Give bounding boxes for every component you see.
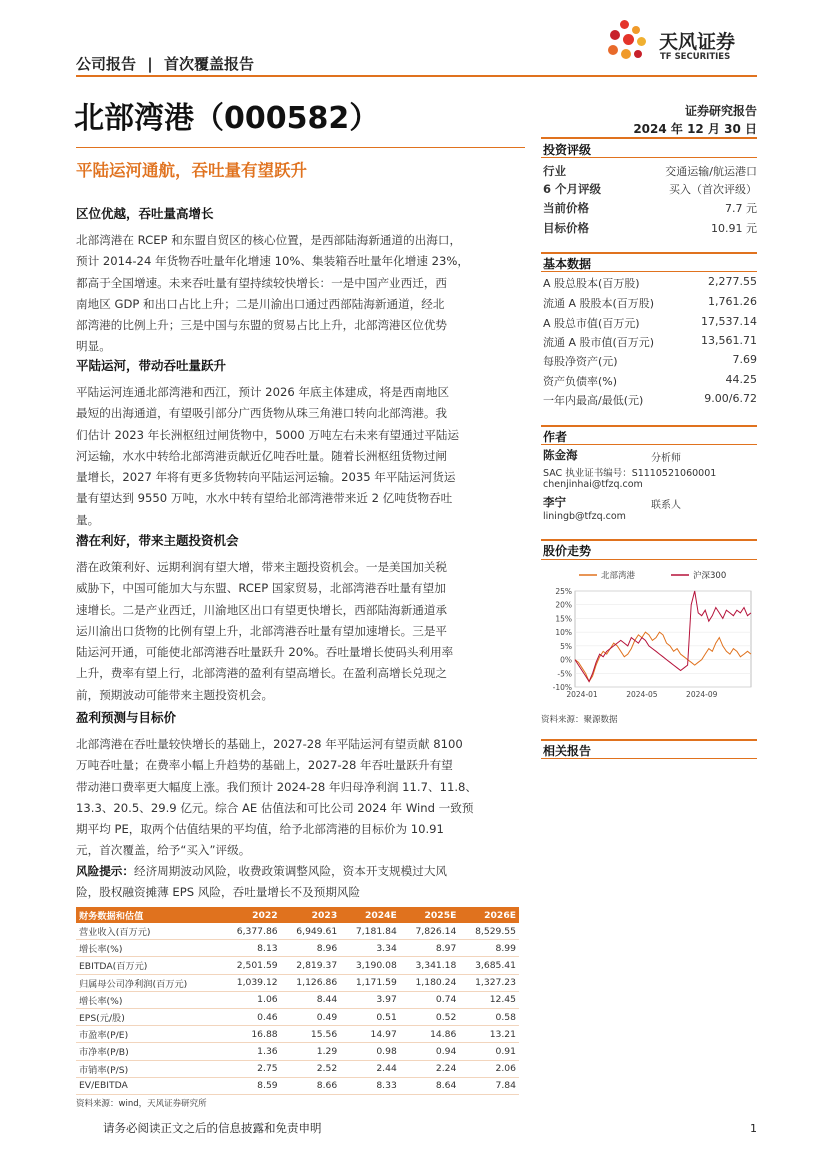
report-category [76,53,254,74]
table-cell: 0.51 [340,1008,400,1025]
risk-line: 险，股权融资摊薄 EPS 风险，吞吐量增长不及预期风险 [76,885,361,900]
company-title: 北部湾港（000582） [74,101,380,136]
table-cell: 3,685.41 [459,957,519,974]
y-tick-label: 5% [560,641,572,651]
table-header-row [76,907,519,923]
table-cell: 市盈率(P/E) [76,1026,221,1043]
table-cell: 0.52 [400,1008,460,1025]
table-cell: 8.33 [340,1077,400,1094]
table-cell: 0.58 [459,1008,519,1025]
table-row [76,1077,519,1094]
table-cell: 12.45 [459,991,519,1008]
report-date: 2024 年 12 月 30 日 [633,122,757,136]
financial-table [76,907,519,1095]
report-type: 证券研究报告 [684,104,757,118]
rating-value: 7.7 元 [725,202,757,215]
basic-label: 流通 A 股股本(百万股) [543,297,655,310]
table-cell: 8.97 [400,940,460,957]
author-email[interactable]: chenjinhai@tfzq.com [543,479,643,490]
text-line: 河运输，水水中转给北部湾港贡献近亿吨吞吐量。随着长洲枢纽货物过闸 [76,448,448,463]
table-cell: 市销率(P/S) [76,1060,221,1077]
y-tick-label: 10% [555,628,572,638]
text-line: 北部湾港在吞吐量较快增长的基础上，2027-28 年平陆运河有望贡献 8100 [76,737,463,751]
table-cell: EBITDA(百万元) [76,957,221,974]
table-cell: 7.84 [459,1077,519,1094]
text-line: 陆运河开通，可能使北部湾港吞吐量跃升 20%。吞吐量增长使码头利用率 [76,645,454,660]
text-line: 北部湾港在 RCEP 和东盟自贸区的核心位置，是西部陆海新通道的出海口， [76,233,462,247]
text-line: 最短的出海通道，有望吸引部分广西货物从珠三角港口转向北部湾港。我 [76,406,448,421]
text-line: 速增长。二是产业西迁，川渝地区出口有望更快增长，西部陆海新通道承 [76,602,448,617]
category-separator: | [147,55,153,73]
table-cell: EV/EBITDA [76,1077,221,1094]
text-line: 上升，费率有望上行，北部湾港的盈利有望高增长。在盈利高增长兑现之 [76,666,448,681]
tf-logo-icon [606,20,652,66]
table-cell: 14.86 [400,1026,460,1043]
table-row [76,1008,519,1025]
table-row [76,923,519,940]
rating-value: 买入（首次评级） [669,183,757,196]
basic-value: 13,561.71 [701,334,757,347]
table-cell: 1,126.86 [281,974,341,991]
rating-value: 交通运输/航运港口 [665,165,757,178]
author-cert: SAC 执业证书编号：S1110521060001 [543,468,717,479]
table-source: 资料来源：wind，天风证券研究所 [76,1099,207,1109]
text-line: 潜在政策利好、远期利润有望大增，带来主题投资机会。一是美国加关税 [76,560,448,574]
table-cell: 0.46 [221,1008,281,1025]
basic-value: 7.69 [732,353,757,366]
authors-subdivider [541,444,757,445]
table-cell: 13.21 [459,1026,519,1043]
y-tick-label: -5% [557,669,572,679]
text-line: 预计 2014-24 年货物吞吐量年化增速 10%、集装箱吞吐量年化增速 23%， [76,254,469,269]
rating-title: 投资评级 [543,143,592,157]
legend-label: 沪深300 [693,571,727,581]
table-cell: 3.34 [340,940,400,957]
text-line: 前，预期波动可能带来主题投资机会。 [76,687,274,702]
y-tick-label: 15% [555,614,572,624]
chart-divider [541,539,757,541]
text-line: 带动港口费率更大幅度上涨。我们预计 2024-28 年归母净利润 11.7、11.8、 [76,779,477,794]
related-title: 相关报告 [543,744,592,758]
subcategory-label: 首次覆盖报告 [163,55,254,73]
table-row [76,1043,519,1060]
table-cell: 1,039.12 [221,974,281,991]
table-cell: 3,190.08 [340,957,400,974]
section-body [76,734,524,862]
logo-en: TF SECURITIES [660,52,731,62]
risk-note [76,861,524,904]
rating-label: 当前价格 [543,201,589,215]
table-cell: 营业收入(百万元) [76,923,221,940]
x-tick-label: 2024-01 [566,690,598,699]
basic-value: 2,277.55 [708,275,757,288]
basic-label: A 股总股本(百万股) [543,277,640,290]
text-line: 量增长，2027 年将有更多货物转向平陆运河运输。2035 年平陆运河货运 [76,470,456,485]
basic-divider [541,252,757,254]
table-cell: 0.74 [400,991,460,1008]
plot-frame [575,591,751,687]
basic-label: 每股净资产(元) [543,355,618,368]
author-divider [541,425,757,427]
table-row [76,991,519,1008]
y-tick-label: 25% [555,587,572,596]
logo-name: 天风证券 [659,31,736,53]
table-cell: 0.94 [400,1043,460,1060]
table-row [76,1026,519,1043]
table-header: 2025E [400,907,460,923]
table-cell: 1.36 [221,1043,281,1060]
header-divider [76,75,757,77]
y-tick-label: 0% [560,655,572,665]
rating-divider [541,157,757,158]
author-role: 联系人 [651,500,681,511]
table-cell: 8.66 [281,1077,341,1094]
legend-label: 北部湾港 [601,571,636,581]
basic-title: 基本数据 [543,257,592,271]
price-chart-title: 股价走势 [543,544,592,558]
text-line: 万吨吞吐量；在费率小幅上升趋势的基础上，2027-28 年吞吐量跃升有望 [76,758,453,773]
table-row [76,974,519,991]
table-cell: 归属母公司净利润(百万元) [76,974,221,991]
author-name: 陈金海 [543,448,578,462]
basic-value: 17,537.14 [701,315,757,328]
text-line: 元，首次覆盖，给予“买入”评级。 [76,843,251,858]
text-line: 13.3、20.5、29.9 亿元。综合 AE 估值法和可比公司 2024 年 Wind 一致预 [76,800,474,815]
author-role: 分析师 [651,453,681,464]
related-subdivider [541,758,757,759]
x-tick-label: 2024-09 [686,690,718,699]
headline: 平陆运河通航，吞吐量有望跃升 [76,161,307,180]
table-cell: 1.29 [281,1043,341,1060]
table-cell: 16.88 [221,1026,281,1043]
table-cell: EPS(元/股) [76,1008,221,1025]
rating-label: 目标价格 [543,221,589,235]
table-cell: 2,501.59 [221,957,281,974]
table-cell: 15.56 [281,1026,341,1043]
section-title: 平陆运河，带动吞吐量跃升 [76,358,227,373]
table-cell: 7,826.14 [400,923,460,940]
basic-label: 一年内最高/最低(元) [543,394,644,407]
section-title: 盈利预测与目标价 [76,710,177,725]
table-row [76,957,519,974]
table-cell: 市净率(P/B) [76,1043,221,1060]
table-header: 财务数据和估值 [76,907,221,923]
text-line: 平陆运河连通北部湾港和西江，预计 2026 年底主体建成，将是西南地区 [76,385,450,399]
table-row [76,940,519,957]
rating-label: 行业 [543,164,566,178]
table-cell: 1,171.59 [340,974,400,991]
text-line: 们估计 2023 年长洲枢纽过闸货物中，5000 万吨左右未来有望通过平陆运 [76,427,460,442]
table-cell: 1,327.23 [459,974,519,991]
y-tick-label: -10% [552,683,572,692]
table-cell: 3.97 [340,991,400,1008]
author-name: 李宁 [543,495,566,509]
table-row [76,1060,519,1077]
basic-value: 44.25 [725,373,757,386]
section-title: 区位优越，吞吐量高增长 [76,206,214,221]
category-label: 公司报告 [76,55,137,73]
price-chart [541,563,757,705]
y-tick-label: 20% [555,600,572,610]
table-cell: 8.13 [221,940,281,957]
table-cell: 0.98 [340,1043,400,1060]
table-cell: 8.96 [281,940,341,957]
page-number: 1 [750,1122,757,1135]
basic-label: A 股总市值(百万元) [543,317,640,330]
basic-value: 9.00/6.72 [704,392,757,405]
text-line: 都高于全国增速。未来吞吐量有望持续较快增长：一是中国产业西迁，西 [76,275,448,290]
section-body [76,382,524,531]
table-cell: 8.64 [400,1077,460,1094]
table-header: 2022 [221,907,281,923]
text-line: 部湾港的比例上升；三是中国与东盟的贸易占比上升，北部湾港区位优势 [76,318,448,333]
table-cell: 1,180.24 [400,974,460,991]
table-cell: 增长率(%) [76,940,221,957]
title-divider [76,147,525,148]
table-cell: 6,949.61 [281,923,341,940]
rating-label: 6 个月评级 [543,182,602,196]
chart-subdivider [541,559,757,560]
table-header: 2026E [459,907,519,923]
section-body [76,557,524,706]
table-cell: 14.97 [340,1026,400,1043]
table-header: 2024E [340,907,400,923]
text-line: 南地区 GDP 和出口占比上升；二是川渝出口通过西部陆海新通道，经北 [76,296,445,311]
rating-value: 10.91 元 [711,222,757,235]
authors-title: 作者 [543,430,568,444]
basic-label: 流通 A 股市值(百万元) [543,336,655,349]
table-cell: 1.06 [221,991,281,1008]
table-cell: 2.24 [400,1060,460,1077]
table-cell: 0.49 [281,1008,341,1025]
x-tick-label: 2024-05 [626,690,658,699]
table-cell: 0.91 [459,1043,519,1060]
text-line: 量有望达到 9550 万吨，水水中转有望给北部湾港带来近 2 亿吨货物吞吐 [76,491,453,506]
table-cell: 2.44 [340,1060,400,1077]
table-cell: 2.52 [281,1060,341,1077]
section-title: 潜在利好，带来主题投资机会 [76,533,239,548]
table-cell: 2.06 [459,1060,519,1077]
risk-line: 经济周期波动风险，收费政策调整风险，资本开支规模过大风 [133,864,448,878]
risk-label: 风险提示： [76,864,134,878]
table-cell: 增长率(%) [76,991,221,1008]
text-line: 威胁下，中国可能加大与东盟、RCEP 国家贸易，北部湾港吞吐量有望加 [76,581,446,596]
table-cell: 2,819.37 [281,957,341,974]
table-cell: 3,341.18 [400,957,460,974]
basic-value: 1,761.26 [708,295,757,308]
table-cell: 8,529.55 [459,923,519,940]
basic-subdivider [541,271,757,272]
chart-source: 资料来源：聚源数据 [541,715,618,725]
basic-label: 资产负债率(%) [543,375,618,388]
text-line: 期平均 PE，取两个估值结果的平均值，给予北部湾港的目标价为 10.91 [76,822,444,837]
table-cell: 7,181.84 [340,923,400,940]
text-line: 明显。 [76,339,111,354]
table-cell: 8.44 [281,991,341,1008]
text-line: 量。 [76,512,100,527]
section-body [76,230,524,358]
footer-disclaimer: 请务必阅读正文之后的信息披露和免责申明 [103,1121,322,1135]
sidebar-divider [541,137,757,139]
author-email[interactable]: liningb@tfzq.com [543,511,626,522]
table-cell: 8.99 [459,940,519,957]
text-line: 运川渝出口货物的比例有望上升，北部湾港吞吐量有望加速增长。三是平 [76,623,448,638]
table-cell: 6,377.86 [221,923,281,940]
related-divider [541,739,757,741]
table-cell: 8.59 [221,1077,281,1094]
table-header: 2023 [281,907,341,923]
table-cell: 2.75 [221,1060,281,1077]
